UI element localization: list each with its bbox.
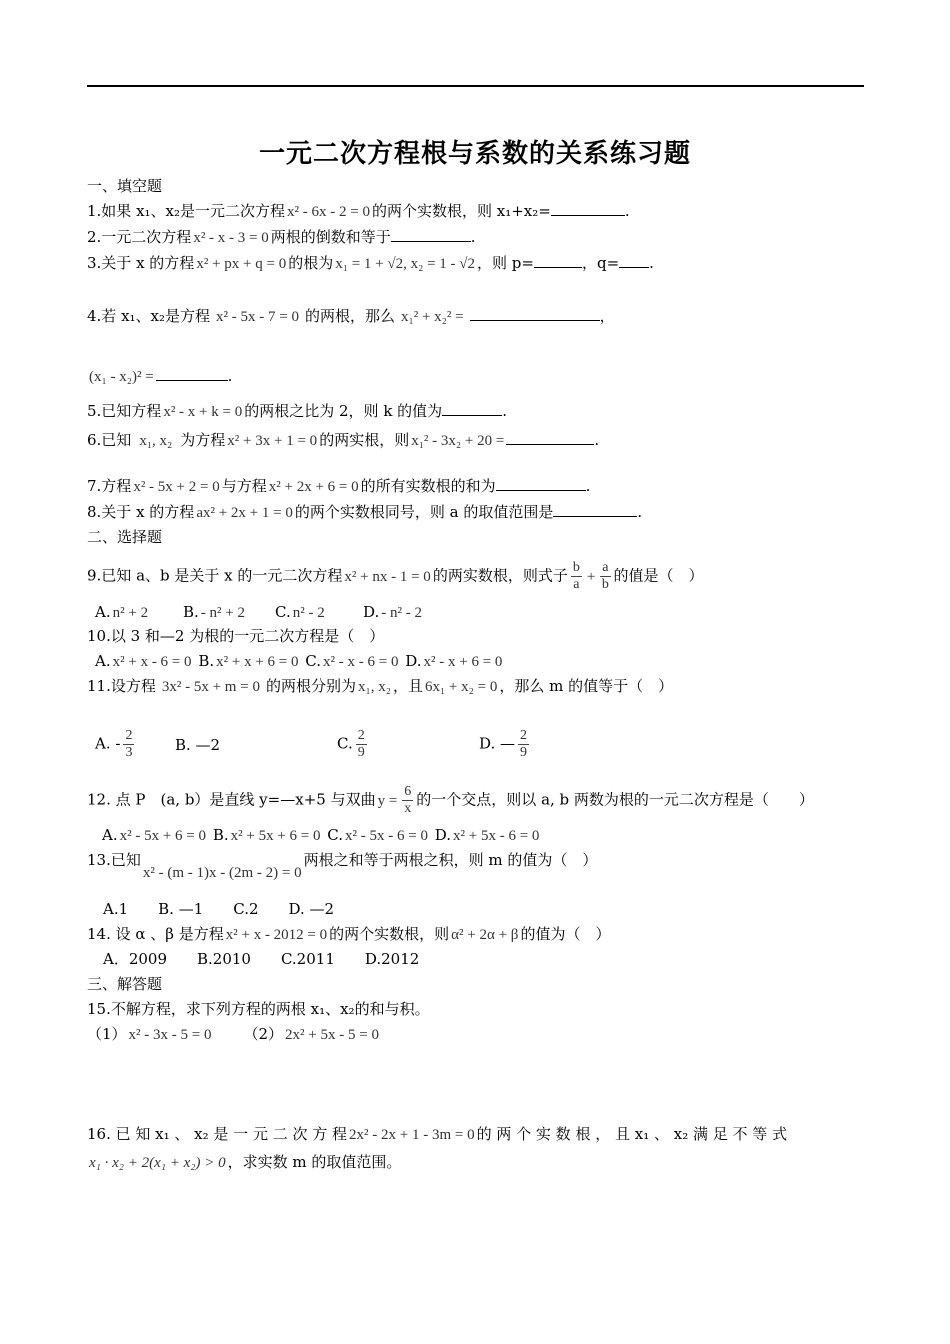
option-d[interactable]: D. x² - x + 6 = 0 — [405, 652, 503, 670]
option-c[interactable]: C. x² - 5x - 6 = 0 — [327, 826, 428, 844]
option-c[interactable]: C. n² - 2 — [275, 603, 325, 621]
question-4-part2: (x₁ - x₂)² = . — [89, 367, 233, 385]
question-15: 15.不解方程，求下列方程的两根 x₁、x₂的和与积。 — [87, 1000, 430, 1018]
answer-blank[interactable] — [442, 401, 502, 416]
question-4: 4.若 x₁、x₂是方程 x² - 5x - 7 = 0 的两根，那么 x₁² + x₂² = ， — [87, 307, 615, 325]
option-a[interactable]: A. x² - 5x + 6 = 0 — [102, 826, 207, 844]
answer-blank[interactable] — [551, 201, 625, 216]
question-12-options — [102, 825, 541, 846]
question-16-part2: x₁ · x₂ + 2(x₁ + x₂) > 0 ，求实数 m 的取值范围。 — [89, 1153, 402, 1171]
option-d[interactable]: D. — $\frac{2}{9}$ — [479, 728, 528, 760]
question-9-options — [95, 602, 424, 623]
header-rule — [87, 85, 864, 87]
question-5: 5.已知方程 x² - x + k = 0 的两根之比为 2，则 k 的值为 . — [87, 402, 507, 420]
question-16: 16. 已 知 x₁ 、 x₂ 是 一 元 二 次 方 程 2x² - 2x + 1 - 3m = 0 的 两 个 实 数 根 ， 且 x₁ 、 x₂ 满 足 不 等 式 — [87, 1125, 788, 1143]
question-1: 1.如果 x₁、x₂是一元二次方程 x² - 6x - 2 = 0 的两个实数根，则 x₁+x₂= . — [87, 202, 630, 220]
page-title: 一元二次方程根与系数的关系练习题 — [258, 139, 691, 169]
question-2: 2.一元二次方程 x² - x - 3 = 0 两根的倒数和等于 . — [87, 228, 476, 246]
answer-blank[interactable] — [619, 253, 649, 268]
section-choice: 二、选择题 — [87, 528, 163, 546]
answer-blank[interactable] — [156, 366, 228, 381]
section-solve: 三、解答题 — [87, 975, 163, 993]
question-7: 7.方程 x² - 5x + 2 = 0 与方程 x² + 2x + 6 = 0 的所有实数根的和为 . — [87, 477, 591, 495]
option-c[interactable]: C. $\frac{2}{9}$ — [337, 728, 365, 760]
question-10: 10.以 3 和—2 为根的一元二次方程是（ ） — [87, 627, 385, 645]
fraction-a-over-b: $\frac{a}{b}$ — [601, 560, 609, 592]
question-6: 6.已知 x₁, x₂ 为方程 x² + 3x + 1 = 0 的两实根，则 x₁² - 3x₂ + 20 = . — [87, 431, 600, 449]
option-b[interactable]: B. —2 — [175, 735, 221, 754]
option-b[interactable]: B. - n² + 2 — [183, 603, 245, 621]
answer-blank[interactable] — [496, 476, 586, 491]
option-a[interactable]: A. n² + 2 — [95, 603, 149, 621]
question-14: 14. 设 α 、β 是方程 x² + x - 2012 = 0 的两个实数根，则 α² + 2α + β 的值为（ ） — [87, 925, 611, 943]
option-a[interactable]: A. - $\frac{2}{3}$ — [95, 728, 133, 760]
question-14-options[interactable]: A．2009 B.2010 C.2011 D.2012 — [103, 950, 420, 968]
question-10-options — [95, 651, 504, 672]
answer-blank[interactable] — [470, 306, 600, 321]
question-9: 9.已知 a、b 是关于 x 的一元二次方程 x² + nx - 1 = 0 的两实数根，则式子 $\frac{b}{a}$ + $\frac{a}{b}$ 的值是（ ） — [87, 560, 704, 592]
answer-blank[interactable] — [553, 502, 637, 517]
fraction-b-over-a: $\frac{b}{a}$ — [572, 560, 580, 592]
option-d[interactable]: D. - n² - 2 — [363, 603, 423, 621]
fraction-6-over-x: $\frac{6}{x}$ — [404, 784, 412, 816]
question-8: 8.关于 x 的方程 ax² + 2x + 1 = 0 的两个实数根同号，则 a 的取值范围是 . — [87, 503, 643, 521]
section-fill-blank: 一、填空题 — [87, 177, 163, 195]
answer-blank[interactable] — [391, 227, 471, 242]
question-11-options — [95, 728, 532, 761]
option-b[interactable]: B. x² + x + 6 = 0 — [198, 652, 299, 670]
question-11: 11.设方程 3x² - 5x + m = 0 的两根分别为 x₁, x₂ ，且 6x₁ + x₂ = 0 ，那么 m 的值等于（ ） — [87, 677, 674, 695]
answer-blank[interactable] — [506, 430, 594, 445]
option-b[interactable]: B. x² + 5x + 6 = 0 — [212, 826, 321, 844]
option-d[interactable]: D. x² + 5x - 6 = 0 — [434, 826, 540, 844]
question-15-parts: （1） x² - 3x - 5 = 0 （2） 2x² + 5x - 5 = 0 — [87, 1025, 379, 1043]
option-c[interactable]: C. x² - x - 6 = 0 — [305, 652, 399, 670]
question-13: 13.已知x² - (m - 1)x - (2m - 2) = 0两根之和等于两根之积，则 m 的值为（ ） — [87, 851, 598, 881]
answer-blank[interactable] — [534, 253, 582, 268]
question-3: 3.关于 x 的方程 x² + px + q = 0 的根为 x₁ = 1 + √2, x₂ = 1 - √2 ，则 p= ，q= . — [87, 254, 654, 272]
question-13-options[interactable]: A.1 B. —1 C.2 D. —2 — [103, 900, 335, 918]
option-a[interactable]: A. x² + x - 6 = 0 — [95, 652, 192, 670]
question-12: 12. 点 P (a, b）是直线 y=—x+5 与双曲 y = $\frac{6}{x}$ 的一个交点，则以 a, b 两数为根的一元二次方程是（ ） — [87, 784, 814, 816]
